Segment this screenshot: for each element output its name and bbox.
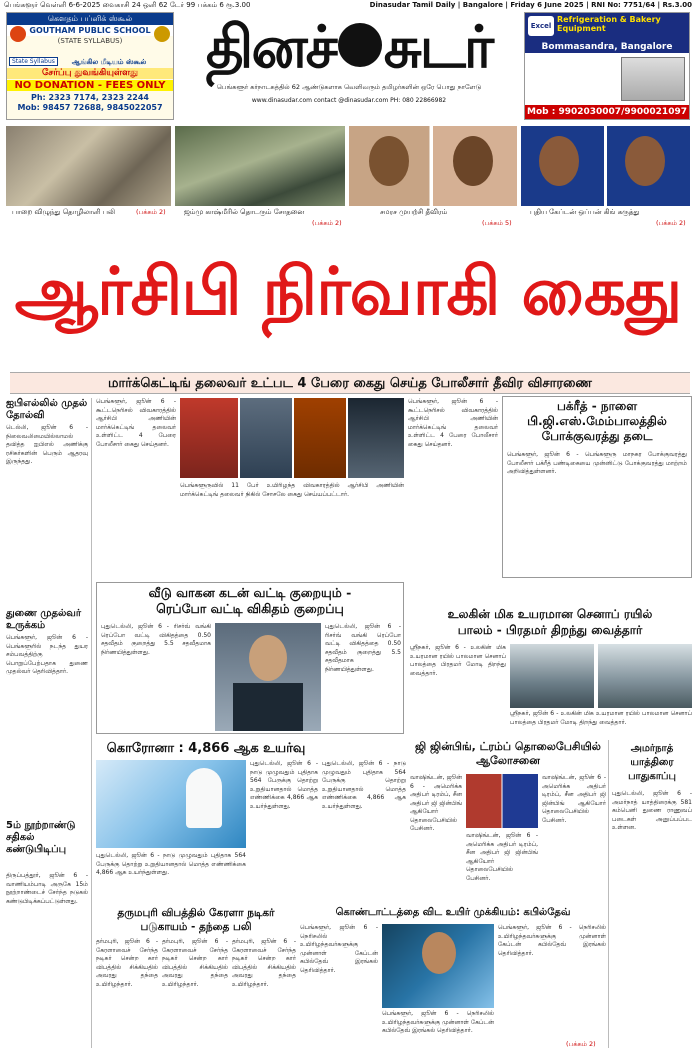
main-headline: ஆர்சிபி நிர்வாகி கைது — [14, 253, 682, 330]
ad-header — [525, 13, 689, 41]
caption-captain: புதிய கேப்டன் ஒப்பன் கிங் கருத்து — [530, 208, 640, 216]
page-ref-1: (பக்கம் 2) — [136, 208, 166, 216]
tagline: பெங்களூர் கர்நாடகத்தில் 62 ஆண்டுகளாக வெளிவரும் தமிழர்களின் ஒரே பொது நாளேடு — [216, 83, 482, 91]
main-story-text-1: பெங்களூர், ஜூன் 6 - கூட்டநெரிசல் விவகாரத்தில் ஆர்சிபி அணியின் மார்க்கெட்டிங் தலைவர் உள்ளிட்ட 4 பேரை போலீசார் கைது செய்தனர். — [96, 398, 176, 448]
kerala-text-2: தர்மபுரி, ஜூன் 6 - கேரளாவைச் சேர்ந்த நடிகர் சென்ற கார் விபத்தில் சிக்கியதில் அவரது தந்தை உயிரிழந்தார். — [162, 938, 228, 988]
column-rule-right — [608, 740, 609, 1048]
kerala-text-1: தர்மபுரி, ஜூன் 6 - கேரளாவைச் சேர்ந்த நடிகர் சென்ற கார் விபத்தில் சிக்கியதில் அவரது தந்தை உயிரிழந்தார். — [96, 938, 158, 988]
page-ref-3: (பக்கம் 5) — [482, 219, 512, 227]
kapil-title: கொண்டாட்டத்தை விட உயிர் முக்கியம்: கபில்தேவ் — [335, 907, 571, 918]
masthead — [176, 12, 522, 112]
bakrid-box — [502, 396, 692, 578]
photo-corona-test — [96, 760, 246, 848]
school-phone: Ph: 2323 7174, 2323 2244 — [31, 93, 149, 102]
website-line: www.dinasudar.com contact @dinasudar.com PH: 080 22866982 — [251, 97, 447, 104]
newspaper-name — [176, 12, 522, 82]
repo-title-1: வீடு வாகன கடன் வட்டி குறையும் - — [148, 585, 352, 600]
column-rule — [91, 398, 92, 1048]
kerala-title-2: படுகாயம் - தந்தை பலி — [140, 921, 252, 933]
ipl-headline: ஐபிஎல்லில் முதல் தோல்வி — [6, 398, 88, 421]
bridge-title-2: பாலம் - பிரதமர் திறந்து வைத்தார் — [457, 623, 643, 637]
amarnath-title-3: பாதுகாப்பு — [628, 771, 676, 782]
bridge-title-1: உலகின் மிக உயரமான செனாப் ரயில் — [447, 607, 653, 621]
photo-accused-4 — [348, 398, 404, 478]
photo-accused-3 — [294, 398, 346, 478]
photo-captain — [521, 126, 690, 206]
photo-rock-fall — [6, 126, 171, 206]
date-line-english: Dinasudar Tamil Daily | Bangalore | Friday 6 June 2025 | RNI No: 7751/64 | Rs.3.00 — [369, 1, 692, 9]
bridge-photo-caption: ஸ்ரீநகர், ஜூன் 6 - உலகின் மிக உயரமான ரயில் பாலமான செனாப் பாலத்தை பிரதமர் மோடி திறந்து வைத்தார். — [510, 710, 692, 726]
kapil-text-2: பெங்களூர், ஜூன் 6 - நெரிசலில் உயிரிழந்தவர்களுக்கு முன்னாள் கேப்டன் கபில்தேவ் இரங்கல் தெரிவித்தார். — [382, 1010, 494, 1034]
kerala-title-1: தருமபுரி விபத்தில் கேரளா நடிகர் — [117, 907, 275, 919]
company-mobile: Mob : 9902030007/9900021097 — [525, 105, 689, 119]
photo-accused-2 — [240, 398, 292, 478]
name-left: தினச் — [205, 13, 336, 81]
photo-kapil-dev — [382, 924, 494, 1008]
corona-title: கொரோனா : 4,866 ஆக உயர்வு — [106, 741, 306, 756]
school-advertisement — [6, 12, 174, 120]
bakrid-title-2: பி.ஜி.எஸ்.மேம்பாலத்தில் — [527, 414, 667, 428]
date-line-tamil: பெங்களூர் வெள்ளி 6-6-2025 வைகாசி 24 ஒளி 62 டேர் 99 பக்கம் 6 ரூ.3.00 — [4, 1, 251, 9]
photo-bridge-1 — [510, 644, 594, 708]
repo-text-2: புதுடெல்லி, ஜூன் 6 - ரிசர்வ் வங்கி ரெப்போ வட்டி விகிதத்தை 0.50 சதவீதம் குறைத்து 5.5 சதவீதமாக நிர்ணயித்துள்ளது. — [325, 623, 401, 673]
amarnath-title-1: அமர்நாத் — [630, 743, 674, 754]
bakrid-title-1: பக்ரீத் - நாளை — [556, 399, 638, 413]
page-ref-4: (பக்கம் 2) — [656, 219, 686, 227]
repo-text: புதுடெல்லி, ஜூன் 6 - ரிசர்வ் வங்கி ரெப்போ வட்டி விகிதத்தை 0.50 சதவீதம் குறைத்து 5.5 சதவீதமாக நிர்ணயித்துள்ளது. — [101, 623, 211, 656]
main-story-text-3: பெங்களூர், ஜூன் 6 - கூட்டநெரிசல் விவகாரத்தில் ஆர்சிபி அணியின் மார்க்கெட்டிங் தலைவர் உள்ளிட்ட 4 பேரை போலீசார் கைது செய்தனர். — [408, 398, 498, 448]
photo-bridge-2 — [598, 644, 692, 708]
repo-title-2: ரெப்போ வட்டி விகிதம் குறைப்பு — [156, 601, 344, 616]
company-place: Bommasandra, Bangalore — [525, 41, 689, 53]
bakrid-title-3: போக்குவரத்து தடை — [541, 429, 653, 443]
bridge-text: ஸ்ரீநகர், ஜூன் 6 - உலகின் மிக உயரமான ரயில் பாலமான செனாப் பாலத்தை பிரதமர் மோடி திறந்து வைத்தார். — [410, 644, 506, 677]
amarnath-text: புதுடெல்லி, ஜூன் 6 - அமர்நாத் யாத்திரைக்கு 581 கம்பெனி துணை ராணுவப் படைகள் அனுப்பப்பட உள்ளன. — [612, 790, 692, 831]
corona-text-1: புதுடெல்லி, ஜூன் 6 - நாடு முழுவதும் புதிதாக 564 பேருக்கு தொற்று உறுதியானதால் மொத்த எண்ணிக்கை 4,866 ஆக உயர்ந்துள்ளது. — [96, 852, 246, 876]
xi-text-2: வாஷிங்டன், ஜூன் 6 - அமெரிக்க அதிபர் டிரம்ப், சீன அதிபர் ஜி ஜின்பிங் ஆகியோர் தொலைபேசியில் பேசினர். — [466, 832, 538, 882]
herostone-text: திருப்பத்தூர், ஜூன் 6 - வாணியம்பாடி அருகே 15ம் நூற்றாண்டைச் சேர்ந்த நடுகல் கண்டுபிடிக்கப்பட்டுள்ளது. — [6, 872, 88, 905]
kapil-text-3: பெங்களூர், ஜூன் 6 - நெரிசலில் உயிரிழந்தவர்களுக்கு முன்னாள் கேப்டன் கபில்தேவ் இரங்கல் தெரிவித்தார். — [498, 924, 606, 957]
name-right: சுடர் — [383, 13, 493, 81]
school-mobile: Mob: 98457 72688, 9845022057 — [17, 103, 163, 112]
xi-text-3: வாஷிங்டன், ஜூன் 6 - அமெரிக்க அதிபர் டிரம்ப், சீன அதிபர் ஜி ஜின்பிங் ஆகியோர் தொலைபேசியில் பேசினர். — [542, 774, 606, 824]
company-name: Refrigeration & Bakery Equipment — [557, 15, 661, 33]
sub-headline: மார்க்கெட்டிங் தலைவர் உட்பட 4 பேரை கைது செய்த போலீசார் தீவிர விசாரணை — [10, 372, 690, 394]
ipl-text: டெல்லி, ஜூன் 6 - நிலைவலிமையில்லாமல் தவித்த ஐபிஎல் அணிக்கு ரசிகர்களின் பெரும் ஆதரவு இருந்தது. — [6, 424, 88, 465]
caption-kashmir: ஜம்மு காஷ்மீரில் தொடரும் சோதனை — [184, 208, 305, 216]
no-donation-banner: NO DONATION - FEES ONLY — [7, 80, 173, 91]
photo-kashmir-search — [175, 126, 345, 206]
state-syllabus-badge: State Syllabus — [9, 57, 58, 66]
deputy-cm-text: பெங்களூர், ஜூன் 6 - பெங்களூரில் நடந்த துயர சம்பவத்திற்கு பொறுப்பேற்பதாக துணை முதல்வர் தெரிவித்தார். — [6, 634, 88, 675]
photo-rbi-governor — [215, 623, 321, 731]
medium-label: ஆங்கில மீடியம் ஸ்கூல் — [71, 58, 147, 66]
photo-accused-1 — [180, 398, 238, 478]
corona-text-3: புதுடெல்லி, ஜூன் 6 - நாடு முழுவதும் புதிதாக 564 பேருக்கு தொற்று உறுதியானதால் மொத்த எண்ணிக்கை 4,866 ஆக உயர்ந்துள்ளது. — [322, 760, 406, 810]
caption-rock-fall: பாறை விழுந்து தொழிலாளி பலி — [12, 208, 116, 216]
main-story-text-2: பெங்களூருவில் 11 பேர் உயிரிழந்த விவகாரத்தில் ஆர்சிபி அணியின் மார்க்கெட்டிங் தலைவர் நிகில் சோசலே கைது செய்யப்பட்டார். — [180, 482, 404, 498]
school-name-english: GOUTHAM PUBLIC SCHOOL — [7, 25, 173, 36]
caption-leaders: சமரச முயற்சி தீவிரம் — [380, 208, 448, 216]
page-ref-2: (பக்கம் 2) — [312, 219, 342, 227]
corona-text-2: புதுடெல்லி, ஜூன் 6 - நாடு முழுவதும் புதிதாக 564 பேருக்கு தொற்று உறுதியானதால் மொத்த எண்ணிக்கை 4,866 ஆக உயர்ந்துள்ளது. — [250, 760, 318, 810]
photo-leaders — [349, 126, 517, 206]
kapil-page-ref: (பக்கம் 2) — [566, 1040, 596, 1048]
refrigerator-image — [621, 57, 685, 101]
deputy-cm-headline: துணை முதல்வர் உருக்கம் — [6, 608, 82, 631]
repo-story — [96, 582, 404, 734]
school-logo-icon — [10, 26, 26, 42]
refrigeration-advertisement — [524, 12, 690, 120]
top-strip — [0, 0, 696, 11]
sun-logo-icon — [338, 23, 382, 67]
photo-xi-trump — [466, 774, 538, 828]
kerala-text-3: தர்மபுரி, ஜூன் 6 - கேரளாவைச் சேர்ந்த நடிகர் சென்ற கார் விபத்தில் சிக்கியதில் அவரது தந்தை உயிரிழந்தார். — [232, 938, 296, 988]
xi-text-1: வாஷிங்டன், ஜூன் 6 - அமெரிக்க அதிபர் டிரம்ப், சீன அதிபர் ஜி ஜின்பிங் ஆகியோர் தொலைபேசியில் பேசினர். — [410, 774, 462, 832]
xi-trump-title: ஜி ஜின்பிங், ட்ரம்ப் தொலைபேசியில் ஆலோசனை — [415, 740, 601, 767]
herostone-headline: 5ம் நூற்றாண்டு சதிகல் கண்டுபிடிப்பு — [6, 820, 76, 855]
school-name-tamil: கௌதம் பப்ளிக் ஸ்கூல் — [7, 13, 173, 25]
emblem-icon — [154, 26, 170, 42]
admission-banner: சேர்ப்பு துவங்கியுள்ளது — [7, 68, 173, 79]
amarnath-title-2: யாத்திரை — [630, 757, 674, 768]
syllabus-label: (STATE SYLLABUS) — [57, 37, 123, 45]
excel-logo: Excel — [528, 16, 554, 36]
kapil-text-1: பெங்களூர், ஜூன் 6 - நெரிசலில் உயிரிழந்தவர்களுக்கு முன்னாள் கேப்டன் கபில்தேவ் இரங்கல் தெரிவித்தார். — [300, 924, 378, 974]
bakrid-text: பெங்களூர், ஜூன் 6 - பெங்களூரு மாநகர போக்குவரத்து போலீசார் பக்ரீத் பண்டிகையை முன்னிட்டு போக்குவரத்து மாற்றம் அறிவித்துள்ளனர். — [507, 451, 687, 475]
